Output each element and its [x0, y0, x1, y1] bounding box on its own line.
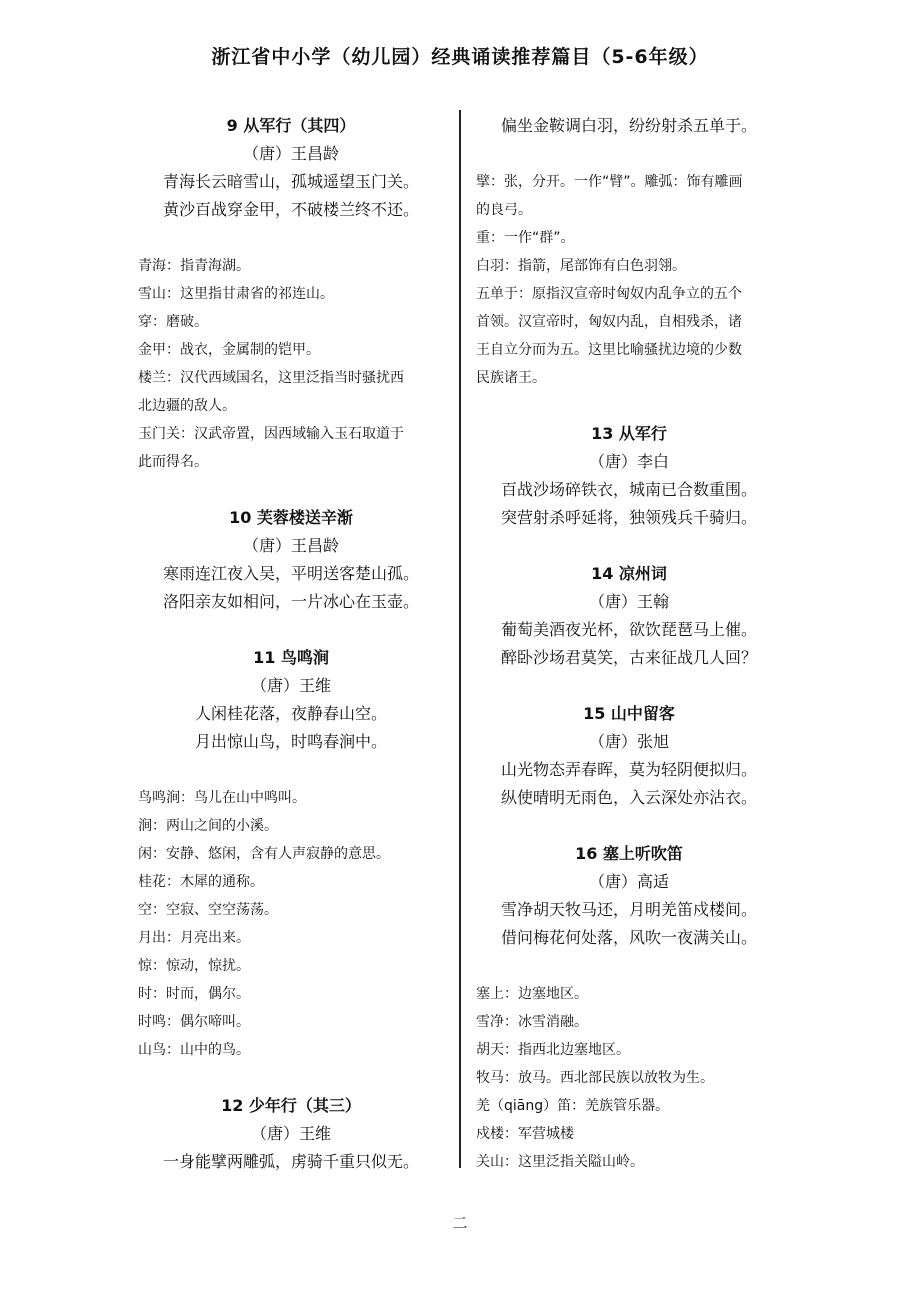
poem-line: 醉卧沙场君莫笑，古来征战几人回？ [500, 648, 757, 667]
poem-author: （唐）王维 [250, 676, 331, 695]
note: 塞上：边塞地区。 [476, 986, 588, 1002]
note: 关山：这里泛指关隘山岭。 [476, 1154, 644, 1170]
note: 月出：月亮出来。 [138, 930, 250, 946]
note: 闲：安静、悠闲，含有人声寂静的意思。 [138, 846, 390, 862]
poem-author: （唐）王维 [250, 1124, 331, 1143]
note: 桂花：木犀的通称。 [138, 874, 264, 890]
note: 青海：指青海湖。 [138, 258, 250, 274]
note: 玉门关：汉武帝置，因西域输入玉石取道于 [138, 426, 404, 442]
poem-notes [476, 980, 782, 1176]
poem-line: 洛阳亲友如相问，一片冰心在玉壶。 [162, 592, 419, 611]
note: 雪山：这里指甘肃省的祁连山。 [138, 286, 334, 302]
note: 惊：惊动，惊扰。 [138, 958, 250, 974]
column-divider [459, 110, 461, 1168]
poem-author: （唐）王昌龄 [242, 536, 339, 555]
poem-author: （唐）高适 [588, 872, 669, 891]
note: 北边疆的敌人。 [138, 398, 236, 414]
poem-title: 14 凉州词 [591, 564, 667, 583]
note: 的良弓。 [476, 202, 532, 218]
poem-title: 10 芙蓉楼送辛渐 [229, 508, 353, 527]
poem-title: 9 从军行（其四） [226, 116, 356, 135]
note: 时：时而，偶尔。 [138, 986, 250, 1002]
poem-title: 16 塞上听吹笛 [575, 844, 683, 863]
poem-line: 黄沙百战穿金甲，不破楼兰终不还。 [162, 200, 419, 219]
poem-author: （唐）王翰 [588, 592, 669, 611]
left-column [138, 112, 444, 1176]
poem-notes [138, 784, 444, 1064]
poem-notes [138, 252, 444, 476]
note: 山鸟：山中的鸟。 [138, 1042, 250, 1058]
note: 王自立分而为五。这里比喻骚扰边境的少数 [476, 342, 742, 358]
poem-title: 11 鸟鸣涧 [253, 648, 329, 667]
poem-10 [138, 504, 444, 616]
poem-14 [476, 560, 782, 672]
poem-title: 13 从军行 [591, 424, 667, 443]
note: 擘：张，分开。一作“臂”。雕弧：饰有雕画 [476, 174, 743, 190]
poem-author: （唐）张旭 [588, 732, 669, 751]
poem-11 [138, 644, 444, 1064]
page-number: 二 [452, 1214, 468, 1232]
right-column [476, 112, 782, 1176]
poem-line: 纵使晴明无雨色，入云深处亦沾衣。 [500, 788, 757, 807]
note: 涧：两山之间的小溪。 [138, 818, 278, 834]
page-title: 浙江省中小学（幼儿园）经典诵读推荐篇目（5-6年级） [211, 46, 709, 68]
poem-author: （唐）王昌龄 [242, 144, 339, 163]
poem-notes [476, 168, 782, 392]
note: 此而得名。 [138, 454, 208, 470]
note: 鸟鸣涧：鸟儿在山中鸣叫。 [138, 790, 306, 806]
note: 羌（qiāng）笛：羌族管乐器。 [476, 1098, 670, 1114]
poem-16 [476, 840, 782, 1176]
poem-12 [138, 1092, 444, 1176]
note: 首领。汉宣帝时，匈奴内乱，自相残杀，诸 [476, 314, 742, 330]
poem-line: 百战沙场碎铁衣，城南已合数重围。 [500, 480, 757, 499]
poem-13 [476, 420, 782, 532]
poem-title: 12 少年行（其三） [221, 1096, 361, 1115]
poem-line: 雪净胡天牧马还，月明羌笛戍楼间。 [500, 900, 757, 919]
poem-line: 偏坐金鞍调白羽，纷纷射杀五单于。 [500, 116, 757, 135]
poem-line: 借问梅花何处落，风吹一夜满关山。 [500, 928, 757, 947]
poem-line: 月出惊山鸟，时鸣春涧中。 [194, 732, 387, 751]
note: 雪净：冰雪消融。 [476, 1014, 588, 1030]
poem-line: 突营射杀呼延将，独领残兵千骑归。 [500, 508, 757, 527]
note: 时鸣：偶尔啼叫。 [138, 1014, 250, 1030]
poem-line: 人闲桂花落，夜静春山空。 [194, 704, 387, 723]
note: 牧马：放马。西北部民族以放牧为生。 [476, 1070, 714, 1086]
poem-line: 一身能擘两雕弧，虏骑千重只似无。 [162, 1152, 419, 1171]
note: 金甲：战衣，金属制的铠甲。 [138, 342, 320, 358]
poem-15 [476, 700, 782, 812]
note: 重：一作“群”。 [476, 230, 575, 246]
note: 白羽：指箭，尾部饰有白色羽翎。 [476, 258, 686, 274]
note: 空：空寂、空空荡荡。 [138, 902, 278, 918]
note: 穿：磨破。 [138, 314, 208, 330]
note: 胡天：指西北边塞地区。 [476, 1042, 630, 1058]
note: 楼兰：汉代西域国名，这里泛指当时骚扰西 [138, 370, 404, 386]
note: 戍楼：军营城楼 [476, 1126, 574, 1142]
poem-title: 15 山中留客 [583, 704, 675, 723]
note: 民族诸王。 [476, 370, 546, 386]
poem-line: 葡萄美酒夜光杯，欲饮琵琶马上催。 [500, 620, 757, 639]
poem-line: 山光物态弄春晖，莫为轻阴便拟归。 [500, 760, 757, 779]
poem-line: 青海长云暗雪山，孤城遥望玉门关。 [162, 172, 419, 191]
poem-author: （唐）李白 [588, 452, 669, 471]
poem-9 [138, 112, 444, 476]
poem-12-continued [476, 112, 782, 392]
poem-line: 寒雨连江夜入吴，平明送客楚山孤。 [162, 564, 419, 583]
note: 五单于：原指汉宣帝时匈奴内乱争立的五个 [476, 286, 742, 302]
